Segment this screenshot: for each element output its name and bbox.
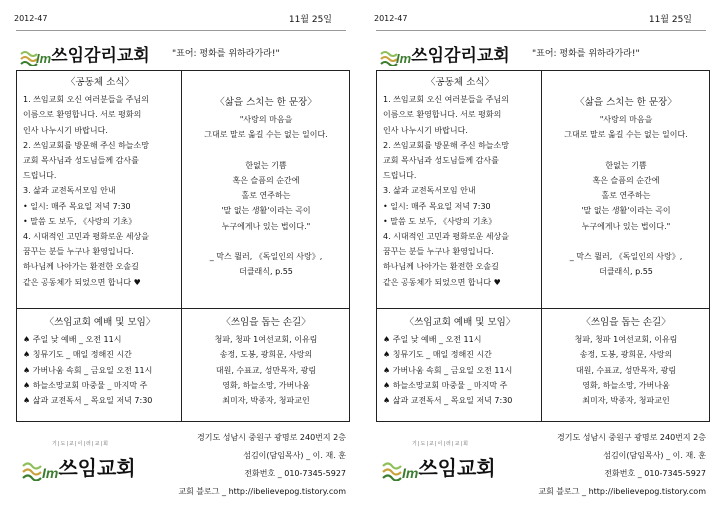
logo-name: 쓰임감리교회 [411, 46, 510, 66]
worship-item: ♠ 칭뮤기도 _ 매일 정해진 시간 [23, 350, 132, 360]
row-divider [377, 308, 709, 309]
church-logo [20, 38, 150, 66]
quote-line: _ 막스 뮐러, 《독일인의 사랑》, [569, 252, 683, 262]
news-section [23, 75, 177, 290]
worship-item: ♠ 주일 낮 예배 _ 오전 11시 [383, 335, 482, 345]
helper-line: 송정, 도봉, 광희문, 사랑의 [579, 350, 673, 360]
worship-item: ♠ 삶과 교전독서 _ 목요일 저녁 7:30 [23, 396, 153, 406]
quote-line: 더클래식, p.55 [599, 267, 653, 277]
helpers-list [187, 332, 345, 408]
news-item: 인사 나누시기 바랍니다. [383, 125, 468, 135]
pastor-name: 섬김이(담임목사) _ 이. 재. 훈 [603, 451, 706, 460]
quote-section [547, 95, 705, 279]
news-item: 이름으로 환영합니다. 서로 평화의 [23, 110, 142, 120]
logo-name: 쓰임교회 [418, 456, 496, 480]
logo-name: 쓰임교회 [58, 456, 136, 480]
logo-tagline: 기|도|교|이|러|교|회 [412, 441, 469, 447]
worship-list [383, 332, 537, 408]
phone-number: 전화번호 _ 010-7345-5927 [604, 469, 706, 478]
header-divider [16, 30, 346, 31]
quote-line [547, 143, 705, 158]
bulletin-frame [16, 70, 350, 422]
logo-name: 쓰임감리교회 [51, 46, 150, 66]
news-item: 1. 쓰임교회 오신 여러분들을 주님의 [383, 95, 509, 105]
worship-title: 〈쓰임교회 예배 및 모임〉 [404, 317, 516, 328]
quote-lines [547, 112, 705, 279]
news-title: 〈공동체 소식〉 [426, 77, 494, 88]
news-item: 드립니다. [23, 171, 57, 181]
logo-tagline: 기|도|교|이|러|교|회 [52, 441, 109, 447]
helper-line: 최미자, 박종자, 청파교인 [222, 396, 310, 406]
worship-section [383, 315, 537, 408]
blog-link[interactable]: 교회 블로그 _ http://ibelievepog.tistory.com [538, 487, 706, 496]
news-item: 하나님께 나아가는 환전한 오솔길 [23, 262, 139, 272]
news-title: 〈공동체 소식〉 [66, 77, 134, 88]
worship-item: ♠ 가버나움 속회 _ 금요일 오전 11시 [383, 365, 513, 375]
worship-item: ♠ 주일 낮 예배 _ 오전 11시 [23, 335, 122, 345]
quote-line: 홀로 연주하는 [601, 191, 651, 201]
news-item: • 일시: 매주 목요일 저녁 7:30 [23, 201, 131, 211]
news-item: 이름으로 환영합니다. 서로 평화의 [383, 110, 502, 120]
logo-prefix: Im [42, 465, 59, 481]
logo-prefix: Im [396, 51, 412, 66]
news-item: 같은 공동체가 되었으면 합니다 ♥ [383, 277, 501, 287]
helpers-list [547, 332, 705, 408]
news-item: 4. 시대적인 고민과 평화로운 세상을 [383, 232, 509, 242]
bulletin-day: 11월 25일 [288, 15, 332, 25]
helper-line: 대원, 수표교, 성만목자, 광림 [215, 365, 317, 375]
quote-line: 누구에게나 있는 법이다." [221, 221, 311, 231]
news-item: 4. 시대적인 고민과 평화로운 세상을 [23, 232, 149, 242]
helpers-title: 〈쓰임을 돕는 손길〉 [581, 317, 671, 328]
column-divider [181, 71, 182, 421]
news-item: • 일시: 매주 목요일 저녁 7:30 [383, 201, 491, 211]
worship-title: 〈쓰임교회 예배 및 모임〉 [44, 317, 156, 328]
news-item: 하나님께 나아가는 환전한 오솔길 [383, 262, 499, 272]
news-section [383, 75, 537, 290]
motto: "표어: 평화를 위하라가라!" [172, 49, 280, 59]
header-divider [376, 30, 706, 31]
date-code: 2012-47 [374, 14, 408, 23]
news-item: 교회 목사님과 성도님들께 감사를 [383, 156, 499, 166]
worship-item: ♠ 하늘소망교회 마중물 _ 마지막 주 [383, 380, 508, 390]
bulletin-page-left [4, 0, 356, 509]
news-item: 꿈꾸는 분들 누구나 환영입니다. [383, 247, 494, 257]
pastor-name: 섬김이(담임목사) _ 이. 재. 훈 [243, 451, 346, 460]
wave-logo-icon [382, 459, 402, 481]
worship-list [23, 332, 177, 408]
news-item: 같은 공동체가 되었으면 합니다 ♥ [23, 277, 141, 287]
quote-line: 더클래식, p.55 [239, 267, 293, 277]
news-item: 교회 목사님과 성도님들께 감사를 [23, 156, 139, 166]
news-item: 1. 쓰임교회 오신 여러분들을 주님의 [23, 95, 149, 105]
quote-lines [187, 112, 345, 279]
worship-item: ♠ 삶과 교전독서 _ 목요일 저녁 7:30 [383, 396, 513, 406]
bulletin-day: 11월 25일 [648, 15, 692, 25]
helper-line: 청파, 청파 1여선교회, 이유림 [574, 335, 678, 345]
quote-line [187, 143, 345, 158]
news-item: 드립니다. [383, 171, 417, 181]
quote-line: '말 없는 생활'이라는 곡이 [581, 206, 671, 216]
worship-item: ♠ 칭뮤기도 _ 매일 정해진 시간 [383, 350, 492, 360]
news-list [383, 92, 537, 290]
quote-title: 〈삶을 스치는 한 문장〉 [575, 97, 677, 108]
helper-line: 대원, 수표교, 성만목자, 광림 [575, 365, 677, 375]
bulletin-page-right [364, 0, 716, 509]
news-item: 인사 나누시기 바랍니다. [23, 125, 108, 135]
quote-line: 그대로 말로 옮길 수는 없는 일이다. [204, 130, 328, 140]
church-address: 경기도 성남시 중원구 광명로 240번지 2층 [197, 433, 346, 442]
quote-section [187, 95, 345, 279]
worship-section [23, 315, 177, 408]
row-divider [17, 308, 349, 309]
quote-line: "사랑의 마음을 [599, 115, 653, 125]
quote-title: 〈삶을 스치는 한 문장〉 [215, 97, 317, 108]
news-item: 3. 삶과 교전독서모임 안내 [383, 186, 476, 196]
quote-line: 한없는 기쁨 [245, 160, 287, 170]
worship-item: ♠ 가버나움 속회 _ 금요일 오전 11시 [23, 365, 153, 375]
footer-logo [382, 441, 496, 484]
news-item: • 말씀 도 보두, 《사랑의 기초》 [383, 216, 497, 226]
quote-line: "사랑의 마음을 [239, 115, 293, 125]
helper-line: 영화, 하늘소망, 가버나움 [582, 380, 670, 390]
quote-line: 한없는 기쁨 [605, 160, 647, 170]
phone-number: 전화번호 _ 010-7345-5927 [244, 469, 346, 478]
column-divider [541, 71, 542, 421]
blog-link[interactable]: 교회 블로그 _ http://ibelievepog.tistory.com [178, 487, 346, 496]
quote-line: 홀로 연주하는 [241, 191, 291, 201]
church-address: 경기도 성남시 중원구 광명로 240번지 2층 [557, 433, 706, 442]
helpers-section [547, 315, 705, 408]
news-item: 2. 쓰임교회를 방문해 주신 하늘소망 [23, 140, 149, 150]
quote-line: 누구에게나 있는 법이다." [581, 221, 671, 231]
news-item: • 말씀 도 보두, 《사랑의 기초》 [23, 216, 137, 226]
motto: "표어: 평화를 위하라가라!" [532, 49, 640, 59]
date-code: 2012-47 [14, 14, 48, 23]
helper-line: 최미자, 박종자, 청파교인 [582, 396, 670, 406]
bulletin-frame [376, 70, 710, 422]
news-item: 꿈꾸는 분들 누구나 환영입니다. [23, 247, 134, 257]
quote-line: 혹은 슬픔의 순간에 [592, 176, 660, 186]
helpers-section [187, 315, 345, 408]
quote-line: '말 없는 생활'이라는 곡이 [221, 206, 311, 216]
worship-item: ♠ 하늘소망교회 마중물 _ 마지막 주 [23, 380, 148, 390]
quote-line: _ 막스 뮐러, 《독일인의 사랑》, [209, 252, 323, 262]
logo-prefix: Im [402, 465, 419, 481]
helper-line: 송정, 도봉, 광희문, 사랑의 [219, 350, 313, 360]
news-list [23, 92, 177, 290]
logo-prefix: Im [36, 51, 52, 66]
quote-line: 그대로 말로 옮길 수는 없는 일이다. [564, 130, 688, 140]
church-logo [380, 38, 510, 66]
wave-logo-icon [22, 459, 42, 481]
helpers-title: 〈쓰임을 돕는 손길〉 [221, 317, 311, 328]
quote-line [547, 234, 705, 249]
news-item: 2. 쓰임교회를 방문해 주신 하늘소망 [383, 140, 509, 150]
quote-line [187, 234, 345, 249]
footer-logo [22, 441, 136, 484]
quote-line: 혹은 슬픔의 순간에 [232, 176, 300, 186]
helper-line: 청파, 청파 1여선교회, 이유림 [214, 335, 318, 345]
helper-line: 영화, 하늘소망, 가버나움 [222, 380, 310, 390]
news-item: 3. 삶과 교전독서모임 안내 [23, 186, 116, 196]
